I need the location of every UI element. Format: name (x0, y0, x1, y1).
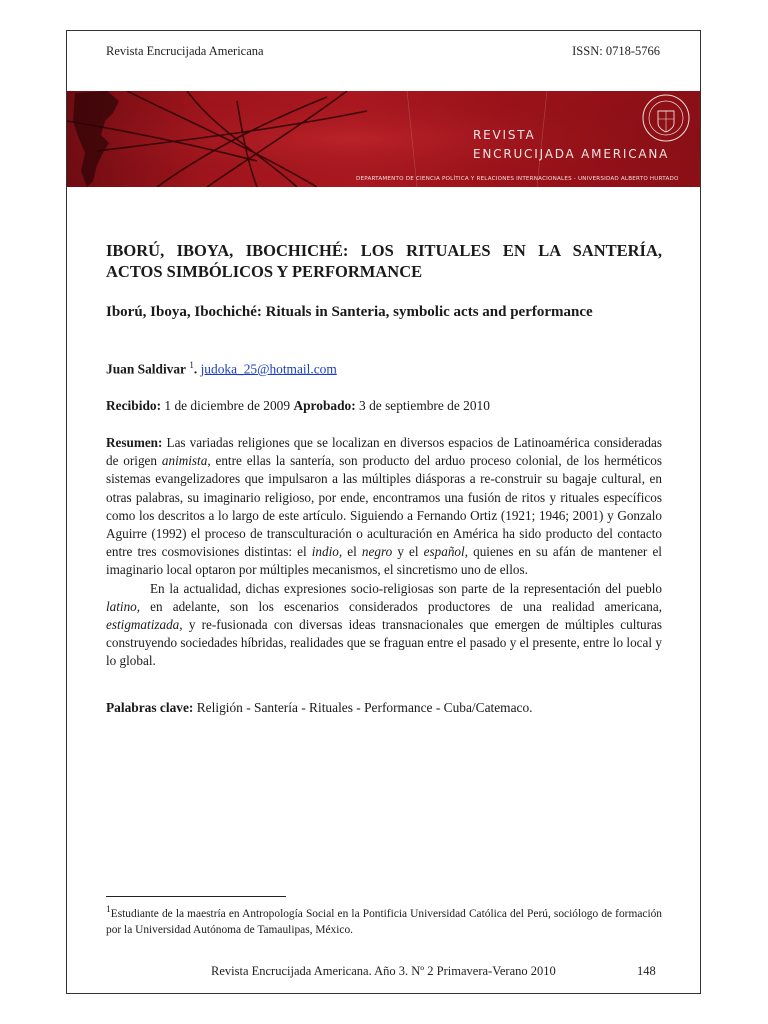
banner-department: DEPARTAMENTO DE CIENCIA POLÍTICA Y RELACIONES INTERNACIONALES - UNIVERSIDAD ALBERTO HURTADO (356, 176, 679, 182)
page-number: 148 (637, 964, 656, 978)
keywords-line (106, 700, 662, 716)
abstract-text: y el (392, 544, 424, 560)
footnote-marker: 1 (189, 360, 194, 370)
abstract-text: , entre ellas la santería, son producto del arduo proceso colonial, de los herméticos sistemas evangelizadores que impulsaron a las múltiples diásporas a re-construir su bagaje cultural, en otras palabras, su imaginario religioso, por ende, encontramos una fusión de ritos y rituales específicos como los descritos a lo largo de este artículo. Siguiendo a Fernando Ortiz (1921; 1946; 2001) y Gonzalo Aguirre (1992) el proceso de transculturación o aculturación en América ha sido producto del contacto entre tres cosmovisiones distintas: el (106, 453, 663, 560)
footer-citation: Revista Encrucijada Americana. Año 3. Nº 2 Primavera-Verano 2010 (211, 964, 556, 978)
author-separator: . (193, 361, 198, 377)
abstract-italic-term: animista (161, 453, 208, 469)
banner-title-line1: REVISTA (473, 128, 536, 142)
abstract-paragraph-2 (106, 580, 662, 671)
author-line (106, 360, 662, 377)
keywords-list: Religión - Santería - Rituales - Performance - Cuba/Catemaco. (193, 700, 533, 715)
footnote (106, 902, 662, 938)
banner-title (473, 126, 669, 164)
abstract-italic-term: latino (106, 598, 137, 614)
approved-label: Aprobado: (293, 398, 356, 413)
abstract-italic-term: español (423, 544, 465, 560)
abstract-paragraph-1 (106, 434, 662, 580)
footnote-rule (106, 896, 286, 897)
abstract-text: , quienes en su afán de mantener el imaginario local optaron por múltiples mecanismos, el sincretismo uno de ellos. (106, 544, 662, 578)
running-header-issn: ISSN: 0718-5766 (572, 44, 660, 58)
abstract-italic-term: indio (311, 544, 339, 560)
abstract (106, 434, 662, 671)
abstract-italic-term: estigmatizada (106, 617, 180, 633)
abstract-text: Las variadas religiones que se localizan en diversos espacios de Latinoamérica consideradas de origen (106, 435, 662, 469)
article-title-spanish: IBORÚ, IBOYA, IBOCHICHÉ: LOS RITUALES EN LA SANTERÍA, ACTOS SIMBÓLICOS Y PERFORMANCE (106, 241, 662, 281)
journal-banner (67, 91, 700, 187)
abstract-text: , el (338, 544, 362, 560)
received-label: Recibido: (106, 398, 162, 413)
approved-date: 3 de septiembre de 2010 (355, 398, 490, 413)
abstract-text: , y re-fusionada con diversas ideas transnacionales que emergen de múltiples culturas construyendo sociedades híbridas, realidades que se fraguan entre el pasado y el presente, entre lo local y lo global. (106, 617, 662, 669)
keywords-label: Palabras clave: (106, 700, 194, 715)
running-header-journal: Revista Encrucijada Americana (106, 44, 264, 58)
footnote-mark: 1 (106, 905, 111, 915)
abstract-italic-term: negro (361, 544, 393, 560)
banner-title-line2: ENCRUCIJADA AMERICANA (473, 147, 670, 161)
article-title-english: Iború, Iboya, Ibochiché: Rituals in Santeria, symbolic acts and performance (106, 304, 593, 320)
author-name: Juan Saldivar (106, 361, 186, 377)
abstract-label: Resumen: (106, 435, 163, 450)
footnote-text: Estudiante de la maestría en Antropología Social en la Pontificia Universidad Católica del Perú, sociólogo de formación por la Universidad Autónoma de Tamaulipas, México. (106, 907, 662, 936)
abstract-text: En la actualidad, dichas expresiones socio-religiosas son parte de la representación del pueblo (150, 580, 662, 596)
received-date: 1 de diciembre de 2009 (161, 398, 294, 413)
abstract-text: , en adelante, son los escenarios considerados productores de una realidad americana, (136, 598, 662, 614)
author-email-link[interactable]: judoka_25@hotmail.com (200, 361, 337, 377)
dates-line (106, 398, 662, 414)
